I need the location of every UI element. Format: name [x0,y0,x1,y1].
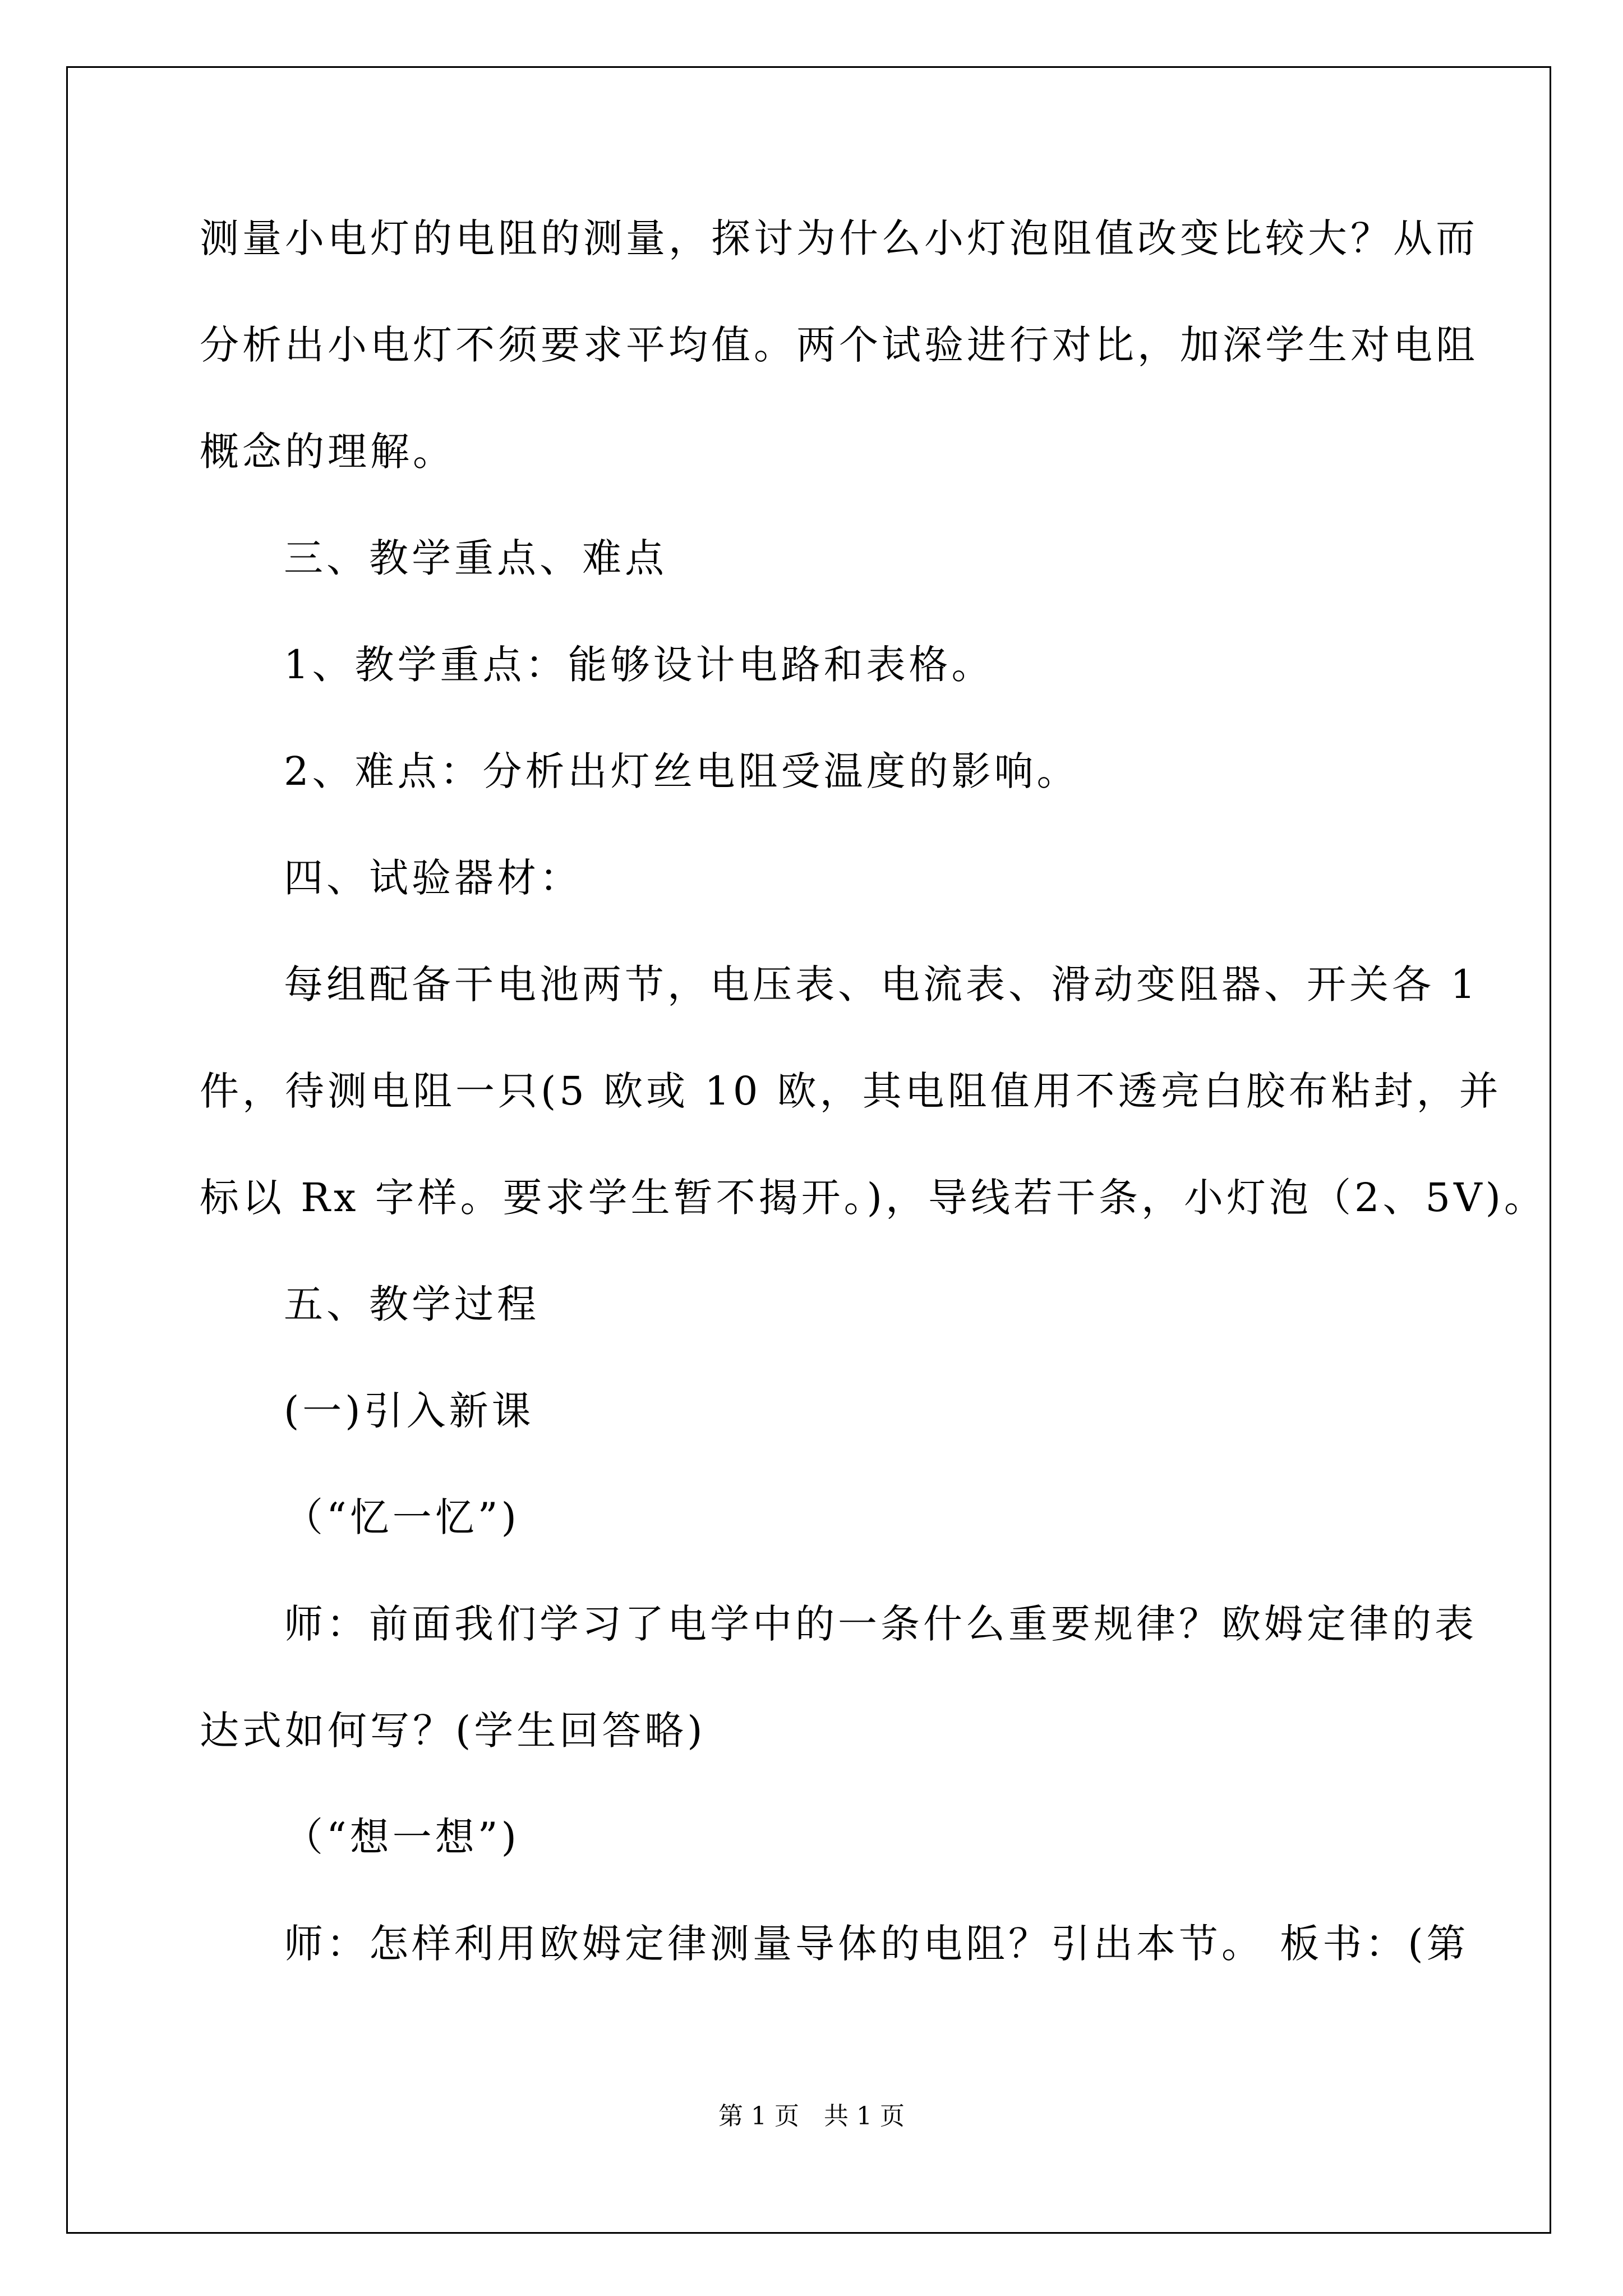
document-body [200,215,1547,2031]
section-heading-3: 三、教学重点、难点 [284,535,667,581]
text-line-6: 2、难点：分析出灯丝电阻受温度的影响。 [284,748,1080,794]
page-footer: 第 1 页 共 1 页 [718,2102,905,2131]
text-line-3: 概念的理解。 [200,429,455,475]
subsection-heading-1: (一)引入新课 [284,1388,534,1434]
text-line-9: 件，待测电阻一只(5 欧或 10 欧，其电阻值用不透亮白胶布粘封，并 [200,1068,1502,1114]
text-line-5: 1、教学重点：能够设计电路和表格。 [284,642,994,688]
text-line-13: （“忆一忆”) [284,1494,520,1540]
text-line-2: 分析出小电灯不须要求平均值。两个试验进行对比，加深学生对电阻 [200,322,1478,368]
section-heading-5: 五、教学过程 [284,1281,540,1327]
text-line-10: 标以 Rx 字样。要求学生暂不揭开。)，导线若干条，小灯泡（2、5V)。 [200,1175,1547,1221]
text-line-1: 测量小电灯的电阻的测量，探讨为什么小灯泡阻值改变比较大？从而 [200,215,1478,261]
text-line-14: 师：前面我们学习了电学中的一条什么重要规律？欧姆定律的表 [284,1601,1477,1647]
text-line-17: 师：怎样利用欧姆定律测量导体的电阻？引出本节。 板书：(第 [284,1921,1469,1967]
text-line-8: 每组配备干电池两节，电压表、电流表、滑动变阻器、开关各 1 [284,961,1479,1007]
text-line-15: 达式如何写？(学生回答略) [200,1708,706,1754]
text-line-16: （“想一想”) [284,1814,520,1860]
section-heading-4: 四、试验器材： [284,855,582,901]
